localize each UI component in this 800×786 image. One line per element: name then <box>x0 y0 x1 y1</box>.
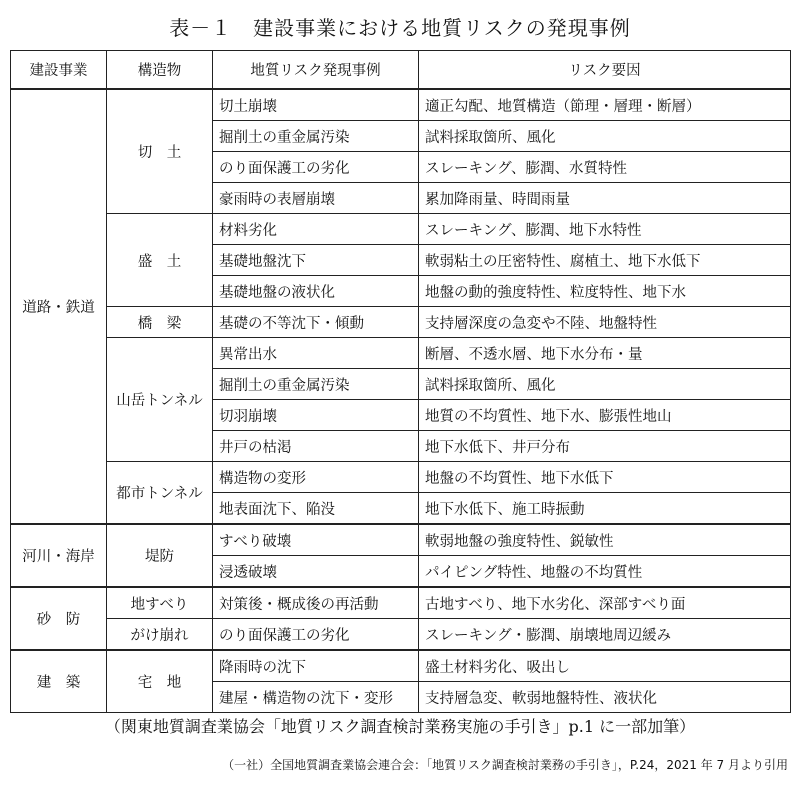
factor-cell: スレーキング・膨潤、崩壊地周辺緩み <box>419 619 791 651</box>
factor-cell: 試料採取箇所、風化 <box>419 121 791 152</box>
group-building: 建 築 <box>11 650 107 713</box>
factor-cell: 地下水低下、井戸分布 <box>419 431 791 462</box>
case-cell: 地表面沈下、陥没 <box>213 493 419 525</box>
factor-cell: 累加降雨量、時間雨量 <box>419 183 791 214</box>
case-cell: 浸透破壊 <box>213 556 419 588</box>
table-row <box>11 587 791 619</box>
case-cell: 切羽崩壊 <box>213 400 419 431</box>
factor-cell: スレーキング、膨潤、地下水特性 <box>419 214 791 245</box>
factor-cell: スレーキング、膨潤、水質特性 <box>419 152 791 183</box>
factor-cell: 地質の不均質性、地下水、膨張性地山 <box>419 400 791 431</box>
case-cell: 降雨時の沈下 <box>213 650 419 682</box>
case-cell: すべり破壊 <box>213 524 419 556</box>
case-cell: 対策後・概成後の再活動 <box>213 587 419 619</box>
table-row <box>11 89 791 121</box>
structure-levee: 堤防 <box>107 524 213 587</box>
table-row <box>11 650 791 682</box>
structure-landslide: 地すべり <box>107 587 213 619</box>
structure-mountain-tunnel: 山岳トンネル <box>107 338 213 462</box>
structure-bridge: 橋 梁 <box>107 307 213 338</box>
factor-cell: 地盤の不均質性、地下水低下 <box>419 462 791 493</box>
structure-cut: 切 土 <box>107 89 213 214</box>
case-cell: のり面保護工の劣化 <box>213 619 419 651</box>
structure-urban-tunnel: 都市トンネル <box>107 462 213 525</box>
factor-cell: 支持層急変、軟弱地盤特性、液状化 <box>419 682 791 713</box>
factor-cell: パイピング特性、地盤の不均質性 <box>419 556 791 588</box>
group-sabo: 砂 防 <box>11 587 107 650</box>
case-cell: 豪雨時の表層崩壊 <box>213 183 419 214</box>
case-cell: 材料劣化 <box>213 214 419 245</box>
factor-cell: 試料採取箇所、風化 <box>419 369 791 400</box>
table-row <box>11 619 791 651</box>
table-title: 表－１ 建設事業における地質リスクの発現事例 <box>169 16 631 40</box>
case-cell: 基礎の不等沈下・傾動 <box>213 307 419 338</box>
factor-cell: 古地すべり、地下水劣化、深部すべり面 <box>419 587 791 619</box>
case-cell: 掘削土の重金属汚染 <box>213 121 419 152</box>
header-project: 建設事業 <box>11 51 107 90</box>
header-factor: リスク要因 <box>419 51 791 90</box>
table-row <box>11 524 791 556</box>
table-row <box>11 462 791 493</box>
structure-residential-land: 宅 地 <box>107 650 213 713</box>
header-row <box>11 51 791 90</box>
case-cell: のり面保護工の劣化 <box>213 152 419 183</box>
factor-cell: 地盤の動的強度特性、粒度特性、地下水 <box>419 276 791 307</box>
factor-cell: 地下水低下、施工時振動 <box>419 493 791 525</box>
factor-cell: 適正勾配、地質構造（節理・層理・断層） <box>419 89 791 121</box>
factor-cell: 盛土材料劣化、吸出し <box>419 650 791 682</box>
case-cell: 建屋・構造物の沈下・変形 <box>213 682 419 713</box>
case-cell: 基礎地盤の液状化 <box>213 276 419 307</box>
table-row <box>11 307 791 338</box>
factor-cell: 軟弱粘土の圧密特性、腐植土、地下水低下 <box>419 245 791 276</box>
group-road-rail: 道路・鉄道 <box>11 89 107 524</box>
group-river-coast: 河川・海岸 <box>11 524 107 587</box>
risk-table <box>10 50 791 713</box>
factor-cell: 軟弱地盤の強度特性、鋭敏性 <box>419 524 791 556</box>
factor-cell: 断層、不透水層、地下水分布・量 <box>419 338 791 369</box>
structure-fill: 盛 土 <box>107 214 213 307</box>
structure-cliff-failure: がけ崩れ <box>107 619 213 651</box>
table-row <box>11 214 791 245</box>
case-cell: 異常出水 <box>213 338 419 369</box>
source-note: （関東地質調査業協会「地質リスク調査検討業務実施の手引き」p.1 に一部加筆） <box>104 717 696 736</box>
case-cell: 切土崩壊 <box>213 89 419 121</box>
case-cell: 基礎地盤沈下 <box>213 245 419 276</box>
header-structure: 構造物 <box>107 51 213 90</box>
header-case: 地質リスク発現事例 <box>213 51 419 90</box>
case-cell: 構造物の変形 <box>213 462 419 493</box>
table-row <box>11 338 791 369</box>
case-cell: 井戸の枯渇 <box>213 431 419 462</box>
case-cell: 掘削土の重金属汚染 <box>213 369 419 400</box>
citation-note: （一社）全国地質調査業協会連合会：「地質リスク調査検討業務の手引き」，P.24，2021 年 7 月より引用 <box>222 758 788 772</box>
factor-cell: 支持層深度の急変や不陸、地盤特性 <box>419 307 791 338</box>
